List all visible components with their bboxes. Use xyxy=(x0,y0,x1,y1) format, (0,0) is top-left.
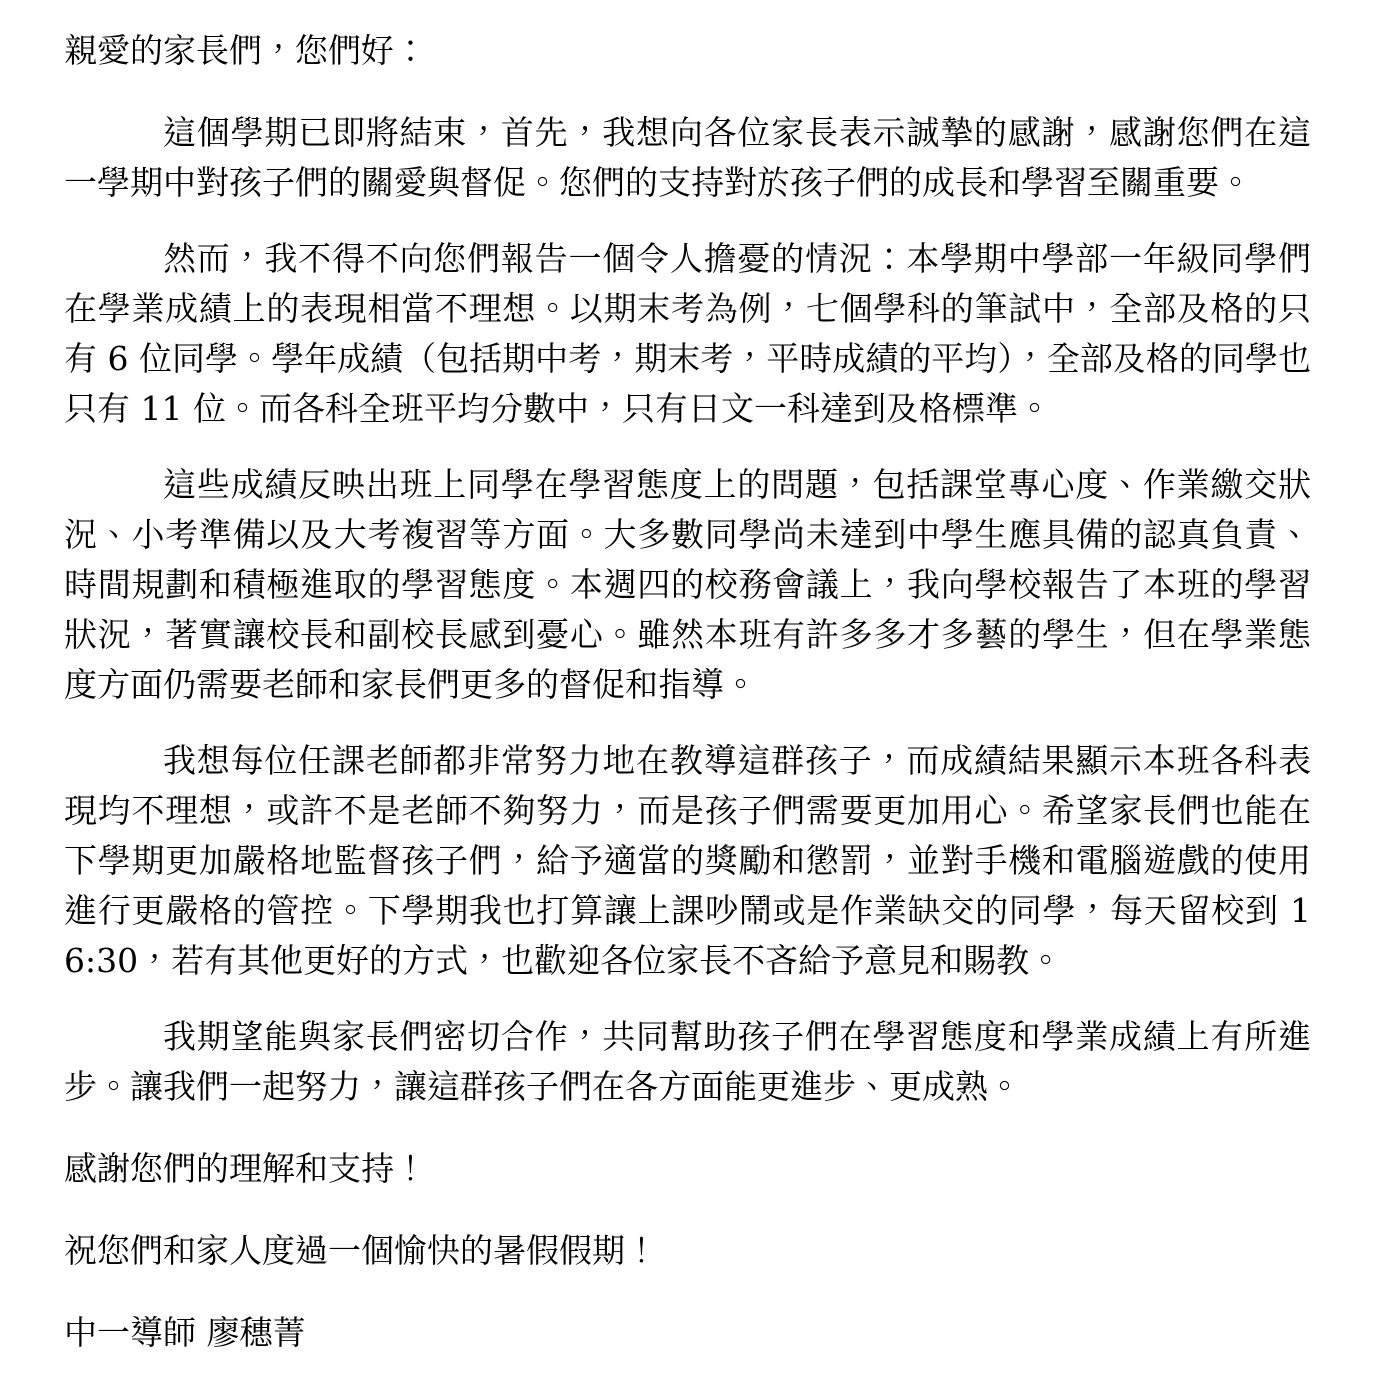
closing-holiday-wish-line: 祝您們和家人度過一個愉快的暑假假期！ xyxy=(64,1231,658,1270)
paragraph-next-term-measures: 我想每位任課老師都非常努力地在教導這群孩子，而成績結果顯示本班各科表現均不理想，或許不是老師不夠努力，而是孩子們需要更加用心。希望家長們也能在下學期更加嚴格地監督孩子們，給予適當的獎勵和懲罰，並對手機和電腦遊戲的使用進行更嚴格的管控。下學期我也打算讓上課吵鬧或是作業缺交的同學，每天留校到 16:30，若有其他更好的方式，也歡迎各位家長不吝給予意見和賜教。 xyxy=(64,741,1311,980)
paragraph-grades-report: 然而，我不得不向您們報告一個令人擔憂的情況：本學期中學部一年級同學們在學業成績上的表現相當不理想。以期末考為例，七個學科的筆試中，全部及格的只有 6 位同學。學年成績（包括期中考，期末考，平時成績的平均），全部及格的同學也只有 11 位。而各科全班平均分數中，只有日文一科達到及格標準。 xyxy=(64,239,1311,428)
paragraph-attitude-issues: 這些成績反映出班上同學在學習態度上的問題，包括課堂專心度、作業繳交狀況、小考準備以及大考複習等方面。大多數同學尚未達到中學生應具備的認真負責、時間規劃和積極進取的學習態度。本週四的校務會議上，我向學校報告了本班的學習狀況，著實讓校長和副校長感到憂心。雖然本班有許多多才多藝的學生，但在學業態度方面仍需要老師和家長們更多的督促和指導。 xyxy=(64,465,1311,704)
closing-thanks-line: 感謝您們的理解和支持！ xyxy=(64,1149,427,1188)
signature: 中一導師 廖穗菁 xyxy=(64,1313,306,1352)
paragraph-cooperation-hope: 我期望能與家長們密切合作，共同幫助孩子們在學習態度和學業成績上有所進步。讓我們一起努力，讓這群孩子們在各方面能更進步、更成熟。 xyxy=(64,1017,1311,1106)
salutation: 親愛的家長們，您們好： xyxy=(64,31,427,70)
paragraph-thanks: 這個學期已即將結束，首先，我想向各位家長表示誠摯的感謝，感謝您們在這一學期中對孩子們的關愛與督促。您們的支持對於孩子們的成長和學習至關重要。 xyxy=(64,113,1311,202)
